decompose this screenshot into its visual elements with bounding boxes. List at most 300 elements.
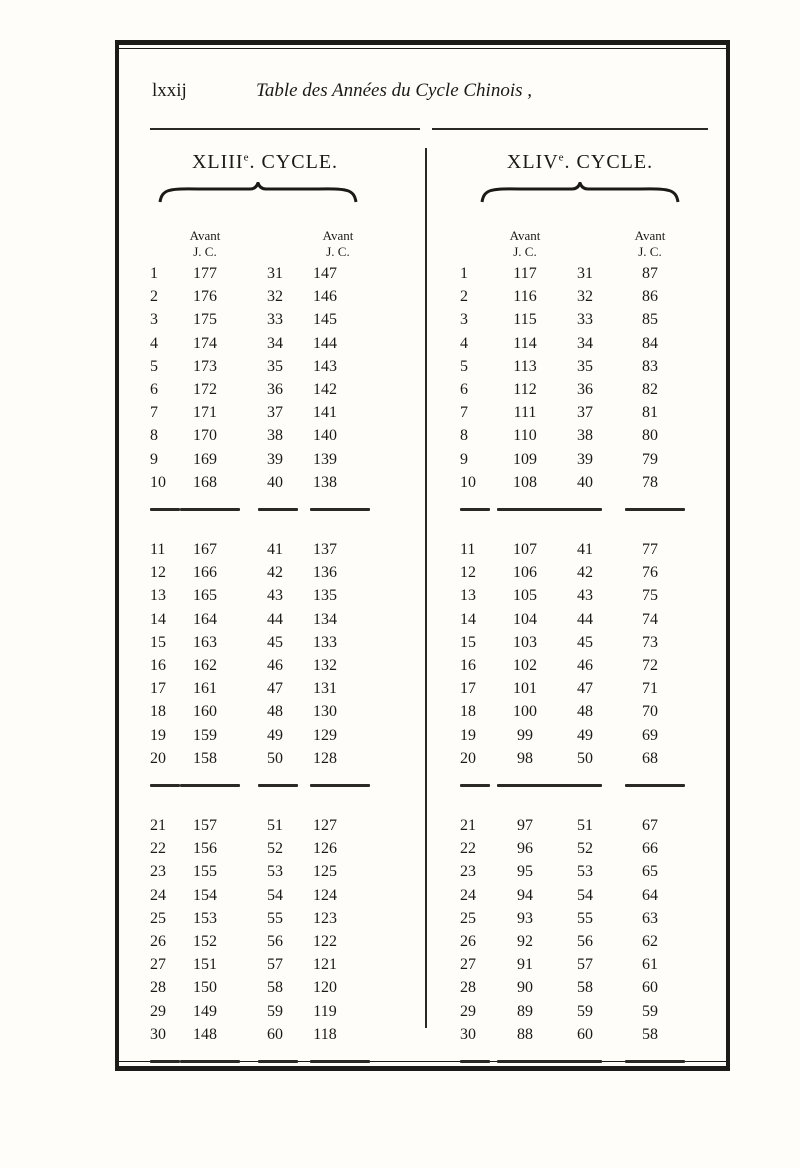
right-cell-col1: 98 [517, 749, 533, 767]
left-cycle-sup: e [243, 151, 250, 164]
right-group-separator [497, 508, 567, 511]
left-cell-col0: 11 [150, 541, 166, 558]
right-col-header-2 [610, 228, 690, 260]
left-cell-col0: 16 [150, 657, 166, 674]
left-cell-col1: 158 [193, 749, 217, 767]
left-cell-col0: 10 [150, 473, 166, 491]
right-group-separator [625, 784, 685, 787]
right-cell-col2: 40 [577, 473, 593, 491]
left-cell-col1: 152 [193, 933, 217, 950]
right-cell-col0: 22 [460, 840, 476, 858]
right-cell-col0: 18 [460, 703, 476, 721]
right-cell-col0: 10 [460, 473, 476, 491]
right-cell-col0: 29 [460, 1002, 476, 1020]
right-cell-col2: 55 [577, 909, 593, 927]
left-cell-col0: 22 [150, 840, 166, 858]
right-cell-col2: 44 [577, 610, 593, 628]
left-cell-col2: 47 [267, 680, 283, 698]
left-cell-col3: 131 [313, 680, 337, 698]
left-cell-col0: 3 [150, 311, 158, 329]
left-cell-col1: 169 [193, 450, 217, 468]
left-cell-col0: 17 [150, 680, 166, 698]
left-cell-col1: 156 [193, 840, 217, 858]
right-cell-col2: 57 [577, 956, 593, 974]
left-cell-col2: 46 [267, 657, 283, 674]
right-cell-col1: 112 [513, 381, 537, 398]
left-cell-col0: 21 [150, 817, 166, 834]
left-cell-col0: 24 [150, 886, 166, 904]
right-group-separator [497, 1060, 567, 1063]
left-cell-col3: 124 [313, 886, 337, 904]
left-cell-col2: 41 [267, 541, 283, 558]
left-cell-col2: 42 [267, 564, 283, 582]
left-cell-col3: 139 [313, 450, 337, 468]
right-cell-col0: 2 [460, 288, 468, 306]
right-table-row [0, 657, 800, 683]
right-table-row [0, 335, 800, 361]
right-cycle-sup: e [558, 151, 565, 164]
right-cell-col0: 3 [460, 311, 468, 329]
left-cell-col3: 135 [313, 587, 337, 605]
right-cell-col1: 93 [517, 909, 533, 927]
left-group-separator [150, 508, 180, 511]
right-cell-col2: 50 [577, 749, 593, 767]
left-cell-col1: 148 [193, 1025, 217, 1043]
right-table-row [0, 381, 800, 407]
left-cell-col0: 14 [150, 610, 166, 628]
frame-top-inner-border [115, 48, 730, 49]
left-cell-col0: 28 [150, 979, 166, 997]
right-cell-col0: 15 [460, 633, 476, 651]
left-cell-col1: 153 [193, 909, 217, 927]
left-cycle-numeral: XLIII [191, 151, 244, 173]
page-number: lxxij [152, 80, 187, 101]
right-cell-col3: 58 [642, 1025, 658, 1043]
right-cell-col1: 88 [517, 1025, 533, 1043]
right-cell-col2: 56 [577, 933, 593, 950]
left-cell-col3: 134 [313, 610, 337, 628]
left-col1-jc: J. C. [193, 244, 217, 259]
right-cell-col3: 74 [642, 610, 658, 628]
left-cell-col2: 60 [267, 1025, 283, 1043]
right-cell-col0: 6 [460, 381, 468, 398]
right-col2-avant: Avant [634, 228, 666, 243]
left-cell-col1: 164 [193, 610, 217, 628]
right-cell-col2: 42 [577, 564, 593, 582]
left-group-separator [180, 508, 240, 511]
right-cell-col3: 71 [642, 680, 658, 698]
left-cell-col0: 9 [150, 450, 158, 468]
right-cell-col3: 61 [642, 956, 658, 974]
right-cell-col3: 83 [642, 357, 658, 375]
right-cell-col1: 109 [513, 450, 537, 468]
right-cell-col3: 65 [642, 863, 658, 881]
right-cell-col1: 114 [513, 334, 537, 352]
right-cell-col0: 19 [460, 726, 476, 744]
left-cell-col1: 155 [193, 863, 217, 881]
right-table-row [0, 863, 800, 889]
left-cell-col1: 173 [193, 357, 217, 375]
right-cell-col3: 69 [642, 726, 658, 744]
right-cell-col3: 79 [642, 450, 658, 468]
right-cell-col3: 67 [642, 817, 658, 834]
left-cell-col0: 25 [150, 909, 166, 927]
left-cell-col3: 144 [313, 334, 337, 352]
right-cell-col3: 62 [642, 933, 658, 950]
right-table-row [0, 1003, 800, 1029]
left-group-separator [150, 1060, 180, 1063]
left-cell-col1: 172 [193, 381, 217, 398]
right-group-separator [625, 508, 685, 511]
right-table-row [0, 564, 800, 590]
left-cell-col2: 33 [267, 311, 283, 329]
right-table-row [0, 541, 800, 567]
left-cell-col3: 145 [313, 311, 337, 329]
left-cell-col2: 31 [267, 265, 283, 282]
right-cell-col3: 85 [642, 311, 658, 329]
left-cell-col0: 1 [150, 265, 158, 282]
left-group-separator [180, 784, 240, 787]
left-cell-col3: 141 [313, 404, 337, 422]
left-cell-col1: 162 [193, 657, 217, 674]
right-table-row [0, 427, 800, 453]
left-cycle-suffix: . CYCLE. [249, 151, 339, 173]
right-table-row [0, 265, 800, 291]
right-cell-col3: 87 [642, 265, 658, 282]
right-group-separator [625, 1060, 685, 1063]
left-cycle-title [140, 151, 390, 174]
right-cell-col1: 116 [513, 288, 537, 306]
right-table-row [0, 358, 800, 384]
left-group-separator [310, 508, 370, 511]
right-cell-col3: 72 [642, 657, 658, 674]
left-cell-col3: 142 [313, 381, 337, 398]
right-cell-col0: 26 [460, 933, 476, 950]
right-table-row [0, 750, 800, 776]
right-col-header-1 [485, 228, 565, 260]
right-cell-col1: 107 [513, 541, 537, 558]
left-cell-col3: 147 [313, 265, 337, 282]
left-cell-col1: 168 [193, 473, 217, 491]
right-cell-col2: 34 [577, 334, 593, 352]
left-cell-col0: 12 [150, 564, 166, 582]
right-cell-col2: 58 [577, 979, 593, 997]
left-cell-col1: 171 [193, 404, 217, 422]
right-cell-col1: 113 [513, 357, 537, 375]
right-cell-col0: 9 [460, 450, 468, 468]
left-cell-col3: 127 [313, 817, 337, 834]
left-cell-col2: 40 [267, 473, 283, 491]
left-col1-avant: Avant [189, 228, 221, 243]
left-cell-col3: 120 [313, 979, 337, 997]
right-table-row [0, 587, 800, 613]
left-cell-col1: 167 [193, 541, 217, 558]
header-rule-left [150, 128, 420, 130]
right-cell-col0: 24 [460, 886, 476, 904]
right-cell-col0: 16 [460, 657, 476, 674]
right-cell-col0: 21 [460, 817, 476, 834]
left-cell-col2: 54 [267, 886, 283, 904]
right-cell-col1: 90 [517, 979, 533, 997]
right-col1-avant: Avant [509, 228, 541, 243]
right-cell-col1: 96 [517, 840, 533, 858]
left-cell-col0: 20 [150, 749, 166, 767]
left-group-separator [258, 784, 298, 787]
left-cell-col3: 132 [313, 657, 337, 674]
left-cell-col3: 129 [313, 726, 337, 744]
left-cell-col3: 146 [313, 288, 337, 306]
right-cell-col2: 37 [577, 404, 593, 422]
right-cycle-numeral: XLIV [506, 151, 559, 173]
right-cell-col2: 49 [577, 726, 593, 744]
left-group-separator [180, 1060, 240, 1063]
left-cell-col2: 38 [267, 427, 283, 445]
right-cell-col3: 82 [642, 381, 658, 398]
left-cell-col0: 7 [150, 404, 158, 422]
left-cell-col1: 159 [193, 726, 217, 744]
right-table-row [0, 817, 800, 843]
left-cell-col0: 30 [150, 1025, 166, 1043]
right-cell-col1: 101 [513, 680, 537, 698]
left-cell-col2: 34 [267, 334, 283, 352]
right-table-row [0, 1026, 800, 1052]
left-cell-col1: 151 [193, 956, 217, 974]
left-cell-col3: 125 [313, 863, 337, 881]
right-cell-col1: 106 [513, 564, 537, 582]
right-table-row [0, 404, 800, 430]
left-cell-col2: 55 [267, 909, 283, 927]
right-cell-col3: 68 [642, 749, 658, 767]
left-cell-col2: 58 [267, 979, 283, 997]
right-cell-col1: 95 [517, 863, 533, 881]
left-cell-col0: 8 [150, 427, 158, 445]
left-cell-col0: 15 [150, 633, 166, 651]
left-cell-col1: 154 [193, 886, 217, 904]
left-group-separator [258, 1060, 298, 1063]
right-cell-col3: 60 [642, 979, 658, 997]
left-cell-col0: 23 [150, 863, 166, 881]
right-cell-col0: 8 [460, 427, 468, 445]
left-cell-col0: 29 [150, 1002, 166, 1020]
right-table-row [0, 703, 800, 729]
right-table-row [0, 311, 800, 337]
left-cell-col3: 119 [313, 1002, 337, 1020]
left-cell-col0: 26 [150, 933, 166, 950]
right-cell-col0: 30 [460, 1025, 476, 1043]
header-rule-right [432, 128, 708, 130]
left-cell-col2: 53 [267, 863, 283, 881]
right-cell-col2: 47 [577, 680, 593, 698]
right-cell-col2: 31 [577, 265, 593, 282]
right-cell-col3: 64 [642, 886, 658, 904]
left-cell-col2: 50 [267, 749, 283, 767]
right-cell-col1: 103 [513, 633, 537, 651]
left-cell-col3: 140 [313, 427, 337, 445]
right-cell-col1: 111 [513, 404, 537, 422]
right-cell-col3: 63 [642, 909, 658, 927]
right-cell-col2: 32 [577, 288, 593, 306]
right-cell-col3: 78 [642, 473, 658, 491]
left-cell-col1: 174 [193, 334, 217, 352]
right-cell-col3: 75 [642, 587, 658, 605]
right-group-separator [497, 784, 567, 787]
left-group-separator [150, 784, 180, 787]
right-cell-col0: 12 [460, 564, 476, 582]
left-cell-col2: 37 [267, 404, 283, 422]
left-cell-col3: 136 [313, 564, 337, 582]
right-cell-col3: 70 [642, 703, 658, 721]
right-cell-col2: 33 [577, 311, 593, 329]
right-brace-icon [480, 182, 680, 204]
left-col-header-2 [298, 228, 378, 260]
right-cell-col0: 13 [460, 587, 476, 605]
right-cell-col3: 84 [642, 334, 658, 352]
right-cell-col2: 48 [577, 703, 593, 721]
left-cell-col2: 43 [267, 587, 283, 605]
right-table-row [0, 933, 800, 959]
left-cell-col1: 149 [193, 1002, 217, 1020]
page-header [140, 80, 710, 110]
left-col-header-1 [165, 228, 245, 260]
right-cell-col1: 115 [513, 311, 537, 329]
right-table-row [0, 474, 800, 500]
right-cell-col1: 108 [513, 473, 537, 491]
right-cell-col2: 46 [577, 657, 593, 674]
right-cell-col1: 102 [513, 657, 537, 674]
right-cell-col2: 51 [577, 817, 593, 834]
right-cell-col1: 92 [517, 933, 533, 950]
right-cell-col2: 52 [577, 840, 593, 858]
right-table-row [0, 727, 800, 753]
right-cell-col0: 17 [460, 680, 476, 698]
left-col2-jc: J. C. [326, 244, 350, 259]
right-table-row [0, 288, 800, 314]
right-cycle-title [455, 151, 705, 174]
left-cell-col3: 128 [313, 749, 337, 767]
left-cell-col1: 176 [193, 288, 217, 306]
left-cell-col1: 160 [193, 703, 217, 721]
right-cell-col3: 59 [642, 1002, 658, 1020]
right-table-row [0, 979, 800, 1005]
left-cell-col1: 177 [193, 265, 217, 282]
left-cell-col2: 57 [267, 956, 283, 974]
left-cell-col0: 19 [150, 726, 166, 744]
left-cell-col2: 45 [267, 633, 283, 651]
right-col2-jc: J. C. [638, 244, 662, 259]
left-cell-col3: 126 [313, 840, 337, 858]
right-cell-col2: 45 [577, 633, 593, 651]
right-group-separator [562, 508, 602, 511]
left-cell-col2: 52 [267, 840, 283, 858]
page-title: Table des Années du Cycle Chinois , [256, 80, 533, 101]
frame-top-border [115, 40, 730, 45]
right-cycle-suffix: . CYCLE. [564, 151, 654, 173]
right-table-row [0, 956, 800, 982]
left-cell-col3: 138 [313, 473, 337, 491]
right-cell-col1: 104 [513, 610, 537, 628]
right-cell-col3: 77 [642, 541, 658, 558]
right-cell-col1: 100 [513, 703, 537, 721]
left-cell-col2: 56 [267, 933, 283, 950]
right-cell-col1: 97 [517, 817, 533, 834]
right-cell-col3: 86 [642, 288, 658, 306]
left-cell-col0: 5 [150, 357, 158, 375]
right-table-row [0, 840, 800, 866]
right-cell-col2: 59 [577, 1002, 593, 1020]
left-cell-col3: 143 [313, 357, 337, 375]
right-table-row [0, 910, 800, 936]
right-cell-col2: 60 [577, 1025, 593, 1043]
left-cell-col3: 133 [313, 633, 337, 651]
right-cell-col2: 54 [577, 886, 593, 904]
right-cell-col3: 76 [642, 564, 658, 582]
left-cell-col2: 59 [267, 1002, 283, 1020]
left-cell-col3: 123 [313, 909, 337, 927]
right-cell-col0: 28 [460, 979, 476, 997]
right-cell-col2: 43 [577, 587, 593, 605]
left-cell-col1: 163 [193, 633, 217, 651]
left-cell-col3: 130 [313, 703, 337, 721]
right-cell-col2: 35 [577, 357, 593, 375]
right-table-row [0, 634, 800, 660]
left-group-separator [310, 1060, 370, 1063]
right-cell-col3: 73 [642, 633, 658, 651]
right-table-row [0, 887, 800, 913]
left-cell-col1: 170 [193, 427, 217, 445]
left-cell-col2: 36 [267, 381, 283, 398]
right-cell-col2: 36 [577, 381, 593, 398]
left-cell-col2: 39 [267, 450, 283, 468]
frame-bottom-border [115, 1066, 730, 1071]
left-group-separator [310, 784, 370, 787]
left-brace-icon [158, 182, 358, 204]
right-cell-col1: 117 [513, 265, 537, 282]
left-cell-col0: 27 [150, 956, 166, 974]
left-cell-col0: 4 [150, 334, 158, 352]
right-cell-col0: 23 [460, 863, 476, 881]
left-cell-col3: 118 [313, 1025, 337, 1043]
right-cell-col0: 14 [460, 610, 476, 628]
left-cell-col0: 13 [150, 587, 166, 605]
left-cell-col2: 32 [267, 288, 283, 306]
right-cell-col1: 99 [517, 726, 533, 744]
right-cell-col3: 66 [642, 840, 658, 858]
right-table-row [0, 451, 800, 477]
right-cell-col1: 94 [517, 886, 533, 904]
left-cell-col3: 137 [313, 541, 337, 558]
right-group-separator [562, 784, 602, 787]
right-cell-col2: 39 [577, 450, 593, 468]
right-group-separator [460, 784, 490, 787]
left-cell-col1: 161 [193, 680, 217, 698]
left-cell-col1: 157 [193, 817, 217, 834]
left-cell-col1: 150 [193, 979, 217, 997]
left-cell-col3: 122 [313, 933, 337, 950]
left-cell-col2: 49 [267, 726, 283, 744]
left-cell-col3: 121 [313, 956, 337, 974]
right-table-row [0, 611, 800, 637]
right-cell-col1: 105 [513, 587, 537, 605]
left-cell-col1: 165 [193, 587, 217, 605]
left-cell-col2: 35 [267, 357, 283, 375]
right-cell-col0: 11 [460, 541, 476, 558]
left-cell-col1: 175 [193, 311, 217, 329]
right-cell-col3: 80 [642, 427, 658, 445]
right-cell-col0: 27 [460, 956, 476, 974]
left-cell-col0: 18 [150, 703, 166, 721]
right-cell-col2: 38 [577, 427, 593, 445]
left-cell-col0: 2 [150, 288, 158, 306]
